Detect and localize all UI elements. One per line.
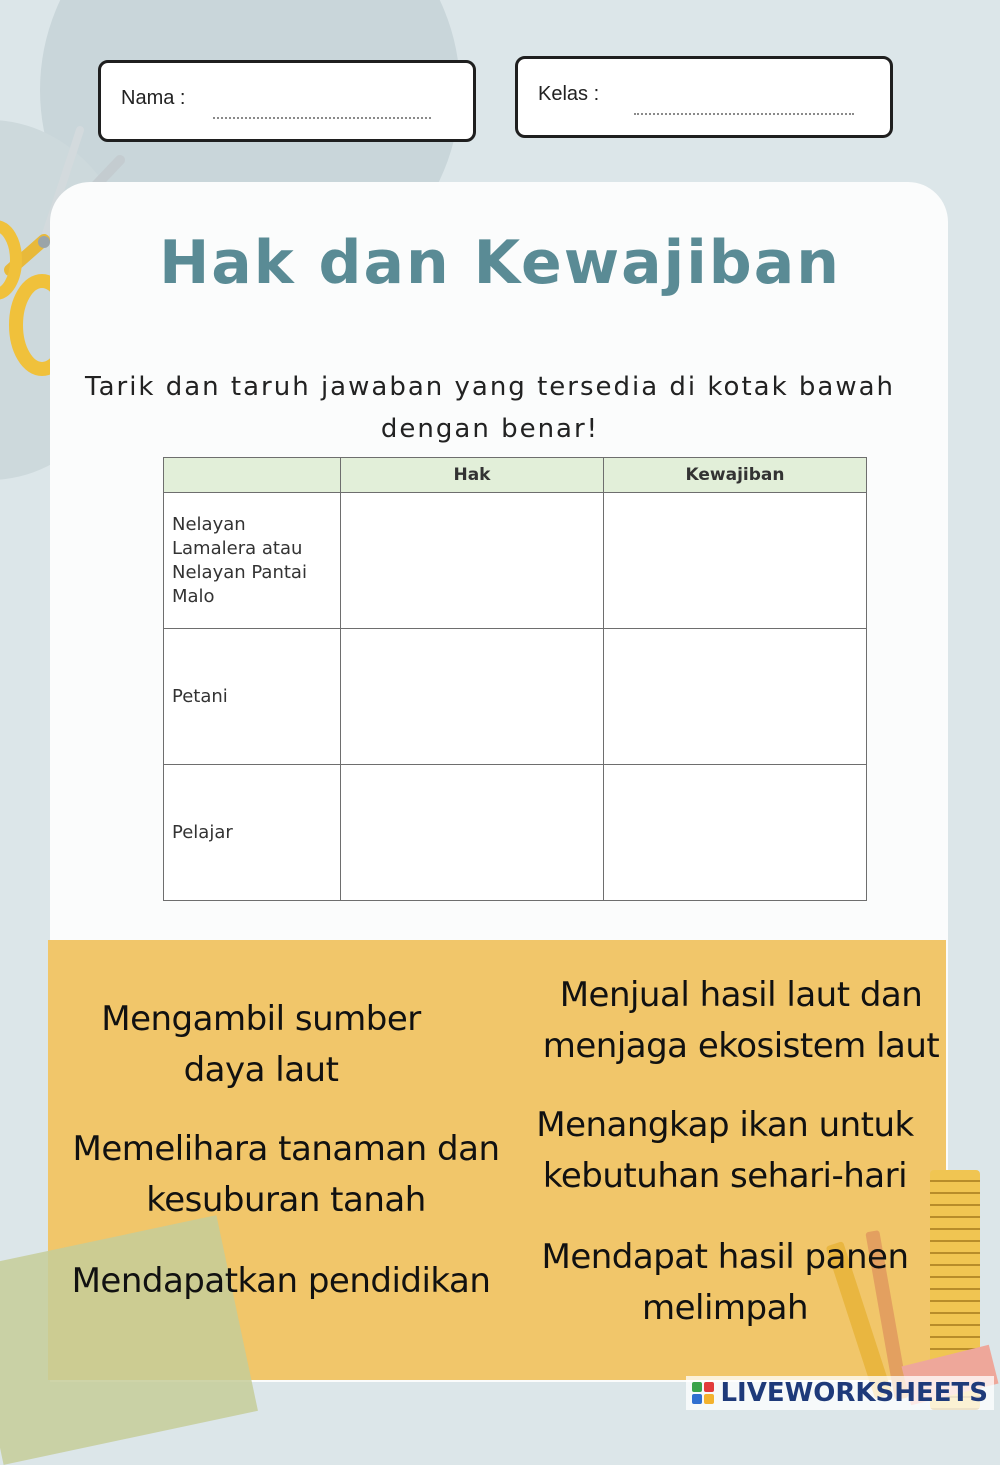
drop-zone-nelayan-hak[interactable] (341, 493, 604, 629)
row-label-nelayan: Nelayan Lamalera atau Nelayan Pantai Malo (164, 493, 341, 629)
liveworksheets-logo-icon (692, 1382, 714, 1404)
class-dotted-line (634, 113, 854, 115)
answer-card-mendapat-hasil-panen[interactable]: Mendapat hasil panen melimpah (541, 1237, 909, 1328)
drop-zone-pelajar-kewajiban[interactable] (604, 765, 867, 901)
rights-duties-table (163, 457, 867, 901)
drop-zone-nelayan-kewajiban[interactable] (604, 493, 867, 629)
brand-name: LIVEWORKSHEETS (720, 1378, 988, 1408)
drop-zone-petani-hak[interactable] (341, 629, 604, 765)
envelope-decoration (0, 1215, 258, 1465)
name-label: Nama : (121, 87, 186, 109)
page-title: Hak dan Kewajiban (159, 228, 841, 298)
row-label-pelajar: Pelajar (164, 765, 341, 901)
column-header-kewajiban: Kewajiban (604, 458, 867, 493)
table-row (164, 765, 867, 901)
table-row (164, 629, 867, 765)
drop-zone-petani-kewajiban[interactable] (604, 629, 867, 765)
answer-card-mendapatkan-pendidikan[interactable]: Mendapatkan pendidikan (71, 1261, 491, 1301)
brand-watermark (686, 1376, 994, 1410)
answer-card-mengambil-sumber-daya[interactable]: Mengambil sumber daya laut (101, 999, 421, 1090)
answer-card-memelihara-tanaman[interactable]: Memelihara tanaman dan kesuburan tanah (72, 1129, 500, 1220)
name-dotted-line (213, 117, 431, 119)
answer-card-menjual-hasil-laut[interactable]: Menjual hasil laut dan menjaga ekosistem laut (542, 975, 940, 1066)
column-header-hak: Hak (341, 458, 604, 493)
name-field[interactable] (98, 60, 476, 142)
row-label-petani: Petani (164, 629, 341, 765)
class-label: Kelas : (538, 83, 600, 105)
answer-card-menangkap-ikan[interactable]: Menangkap ikan untuk kebutuhan sehari-hari (536, 1105, 914, 1196)
column-header-empty (164, 458, 341, 493)
instruction-text: Tarik dan taruh jawaban yang tersedia di kotak bawah dengan benar! (85, 372, 895, 444)
drop-zone-pelajar-hak[interactable] (341, 765, 604, 901)
table-row (164, 493, 867, 629)
table-header-row (164, 458, 867, 493)
class-field[interactable] (515, 56, 893, 138)
